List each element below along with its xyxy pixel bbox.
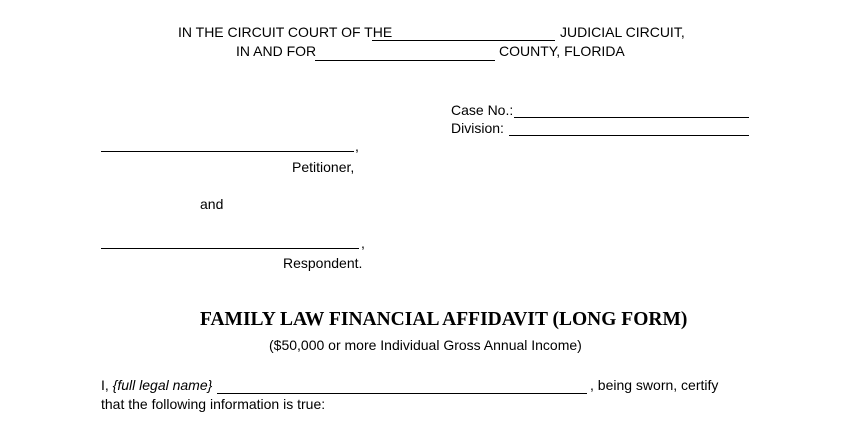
oath-suffix: , being sworn, certify [590,377,719,393]
form-title: FAMILY LAW FINANCIAL AFFIDAVIT (LONG FORM) [200,309,688,330]
oath-prefix: I, [101,377,109,393]
case-no-field[interactable] [514,117,749,118]
full-legal-name-hint: {full legal name} [112,377,213,393]
judicial-circuit-field[interactable] [372,40,555,41]
petitioner-comma: , [355,138,359,154]
case-no-label: Case No.: [451,102,514,118]
court-header-left: IN THE CIRCUIT COURT OF THE [178,24,393,40]
court-header-right: JUDICIAL CIRCUIT, [560,24,685,40]
form-subtitle: ($50,000 or more Individual Gross Annual Income) [269,337,582,353]
division-field[interactable] [509,135,749,136]
respondent-comma: , [361,235,365,251]
respondent-name-field[interactable] [101,248,359,249]
petitioner-name-field[interactable] [101,151,354,152]
oath-line-2: that the following information is true: [101,396,326,412]
county-field[interactable] [315,60,495,61]
petitioner-label: Petitioner, [292,159,355,175]
respondent-label: Respondent. [283,255,363,271]
division-label: Division: [451,120,504,136]
full-legal-name-field[interactable] [217,393,587,394]
oath-line-1 [101,377,212,393]
and-label: and [200,196,224,212]
county-label-right: COUNTY, FLORIDA [499,43,625,59]
county-label-left: IN AND FOR [236,43,317,59]
